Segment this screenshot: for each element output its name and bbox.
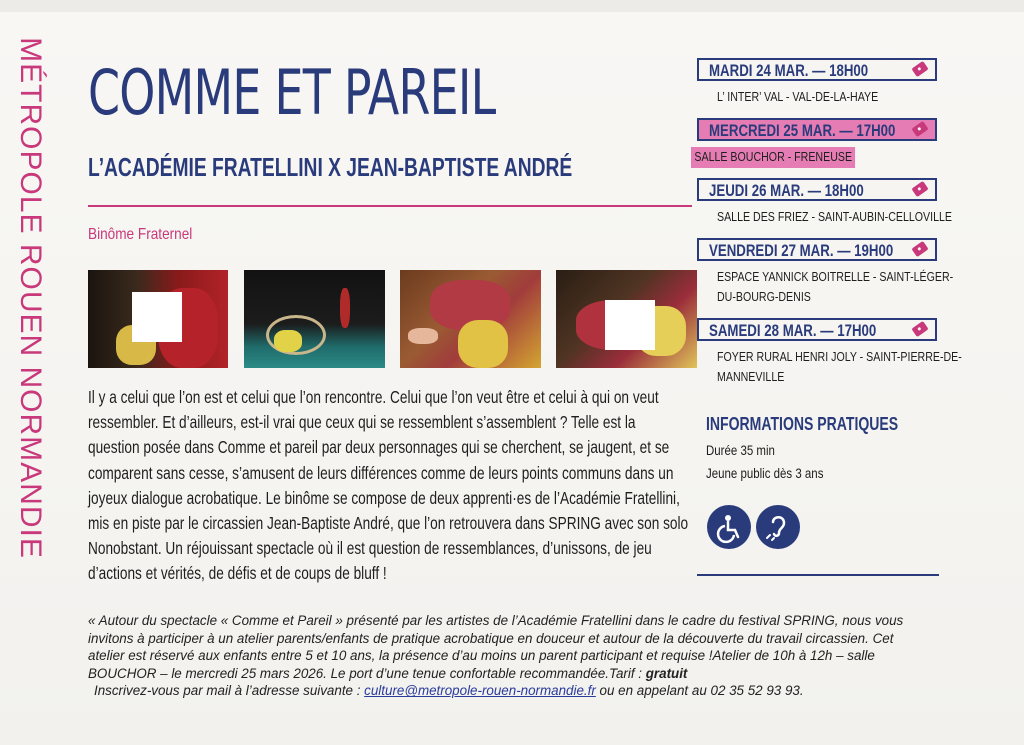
date-label: VENDREDI 27 MAR. — 19H00: [709, 241, 894, 260]
venue-text: SALLE BOUCHOR - FRENEUSE: [691, 147, 855, 168]
show-tag: Binôme Fraternel: [88, 226, 193, 243]
note-line: [88, 665, 968, 683]
venue-text: ESPACE YANNICK BOITRELLE - SAINT-LÉGER-: [717, 270, 954, 284]
email-link[interactable]: culture@metropole-rouen-normandie.fr: [364, 683, 596, 699]
date-box-wed: [697, 118, 937, 141]
blue-divider: [697, 574, 939, 576]
photo-duo-acrobatics: [556, 270, 697, 368]
privacy-mask: [605, 300, 655, 350]
note-text: Inscrivez-vous par mail à l’adresse suivante :: [94, 683, 365, 699]
ticket-icon: [911, 181, 928, 197]
date-label: MERCREDI 25 MAR. — 17H00: [709, 121, 896, 140]
ticket-icon: [911, 321, 928, 337]
info-duration: Durée 35 min: [706, 442, 775, 458]
info-title: INFORMATIONS PRATIQUES: [706, 414, 899, 434]
photo-red-performer: [88, 270, 228, 368]
note-text: ou en appelant au 02 35 52 93 93.: [595, 683, 804, 699]
note-line: atelier est réservé aux enfants entre 5 et 10 ans, la présence d’au moins un parent participant et requise !Atelier de 10h à 12h – salle: [88, 648, 875, 664]
photo-strip: [88, 270, 698, 370]
description-line: Il y a celui que l’on est et celui que l’on rencontre. Celui que l’on veut être et celui à qui on veut: [88, 387, 659, 407]
description-line: question posée dans Comme et pareil par deux personnages qui se cherchent, se jaugent, et se: [88, 437, 670, 458]
price-text: gratuit: [645, 665, 688, 681]
scan-edge: [0, 0, 1024, 12]
date-label: JEUDI 26 MAR. — 18H00: [709, 181, 864, 200]
venue-text: FOYER RURAL HENRI JOLY - SAINT-PIERRE-DE-: [717, 350, 962, 364]
date-label: SAMEDI 28 MAR. — 17H00: [709, 321, 877, 340]
note-line: « Autour du spectacle « Comme et Pareil » présenté par les artistes de l’Académie Fratellini dans le cadre du festival SPRING, nous vous: [88, 613, 904, 628]
show-title: COMME ET PAREIL: [88, 56, 496, 129]
venue-text: SALLE DES FRIEZ - SAINT-AUBIN-CELLOVILLE: [717, 210, 953, 224]
date-box-thu: [697, 178, 937, 201]
photo-duo-lift: [400, 270, 541, 368]
pink-divider: [88, 205, 692, 207]
ticket-icon: [911, 121, 928, 137]
note-line: invitons à participer à un atelier parents/enfants de pratique acrobatique en douceur et autour de la découverte du travail circassien. Cet: [88, 630, 894, 646]
workshop-note: [88, 612, 968, 700]
info-audience: Jeune public dès 3 ans: [706, 465, 824, 481]
date-label: MARDI 24 MAR. — 18H00: [709, 61, 869, 80]
description: [88, 385, 698, 587]
description-line: mis en piste par le circassien Jean-Baptiste André, que l’on retrouvera dans SPRING avec son solo: [88, 513, 689, 534]
date-box-sat: [697, 318, 937, 341]
venue-text: L’ INTER’ VAL - VAL-DE-LA-HAYE: [717, 90, 879, 104]
description-line: d’actions et vérités, de défis et de coups de bluff !: [88, 563, 387, 584]
ticket-icon: [911, 61, 928, 77]
ticket-icon: [911, 241, 928, 257]
privacy-mask: [132, 292, 182, 342]
brand-text: MÉTROPOLE ROUEN NORMANDIE: [14, 37, 47, 559]
hearing-accessibility-icon: [756, 505, 800, 549]
note-line: [88, 682, 968, 700]
date-box-tue: [697, 58, 937, 81]
description-line: ressembler. Et d’ailleurs, est-il vrai que ceux qui se ressemblent s’assemblent ? Telle est la: [88, 412, 636, 433]
brand-vertical: [12, 37, 48, 559]
description-line: Nonobstant. Un réjouissant spectacle où il est question de ressemblances, d’unissons, de jeu: [88, 538, 652, 559]
show-subtitle: L’ACADÉMIE FRATELLINI X JEAN-BAPTISTE ANDRÉ: [88, 152, 573, 182]
photo-rope-acrobat: [244, 270, 385, 368]
description-line: comparent sans cesse, s’amusent de leurs différences comme de leurs points communs dans un: [88, 462, 674, 483]
note-text: BOUCHOR – le mercredi 25 mars 2026. Le port d’une tenue confortable recommandée.Tarif :: [88, 665, 646, 681]
description-line: joyeux dialogue acrobatique. Le binôme se compose de deux apprenti·es de l’Académie Fratellini,: [88, 487, 680, 508]
venue-text: DU-BOURG-DENIS: [717, 290, 811, 304]
wheelchair-accessibility-icon: [707, 505, 751, 549]
venue-text: MANNEVILLE: [717, 370, 785, 384]
date-box-fri: [697, 238, 937, 261]
